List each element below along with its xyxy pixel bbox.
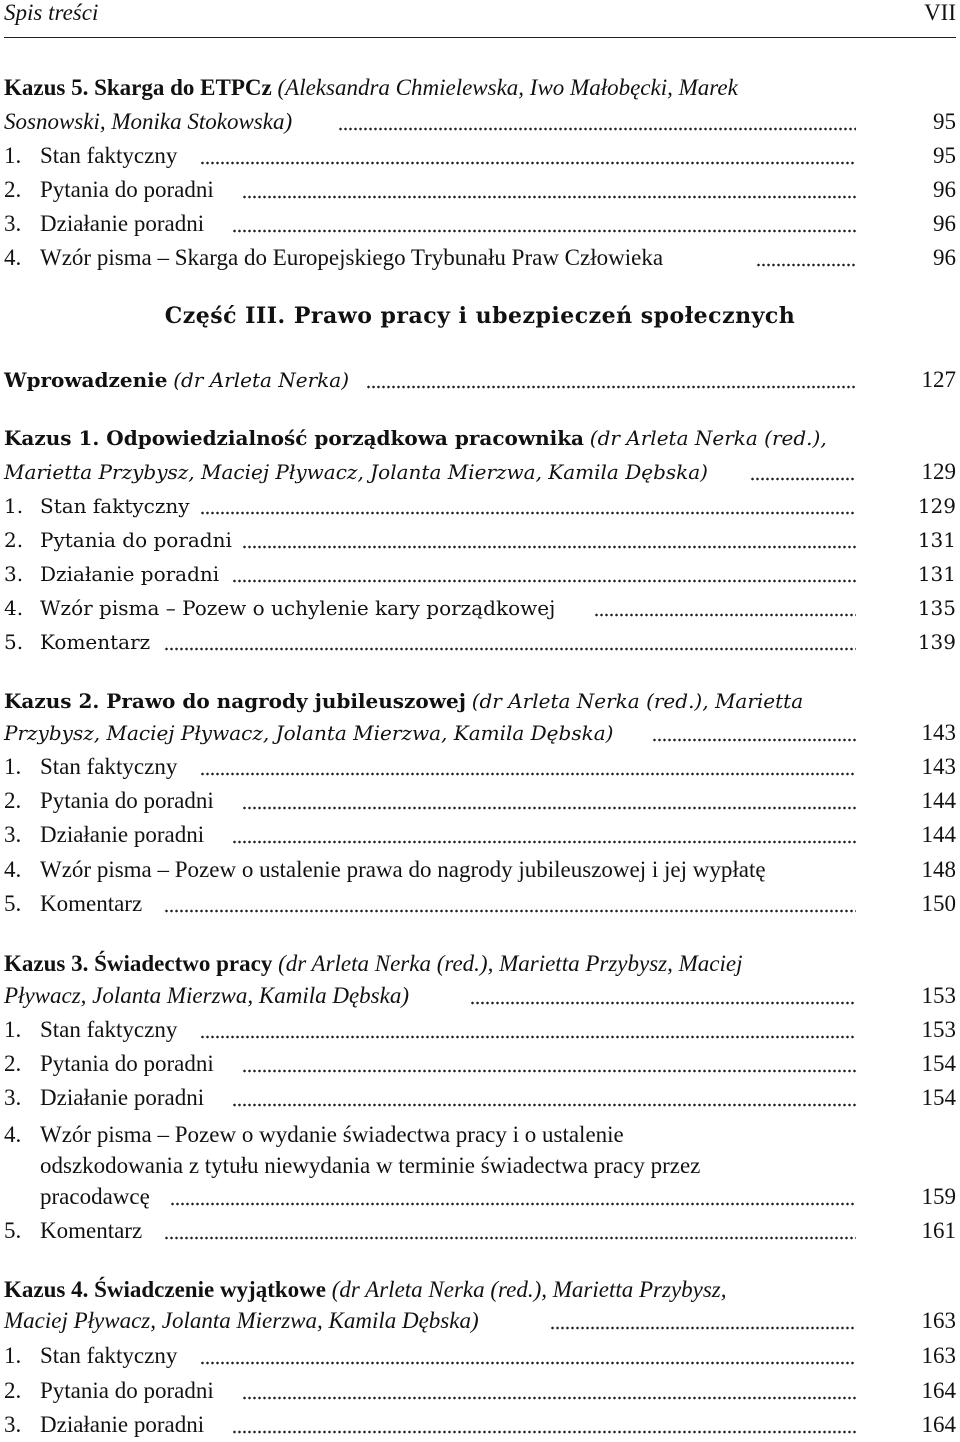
toc-entry[interactable]: Kazus 2. Prawo do nagrody jubileuszowej (dr Arleta Nerka (red.), Marietta	[4, 689, 804, 713]
toc-entry[interactable]: 3. Działanie poradni 131	[4, 562, 956, 586]
toc-entry-cont[interactable]: pracodawcę 159	[40, 1184, 956, 1209]
toc-entry[interactable]: 4. Wzór pisma – Pozew o wydanie świadectwa pracy i o ustalenie	[4, 1122, 624, 1147]
toc-entry[interactable]	[4, 105, 956, 139]
toc-entry[interactable]: Wprowadzenie (dr Arleta Nerka) 127	[4, 367, 956, 392]
toc-entry[interactable]: Kazus 4. Świadczenie wyjątkowe (dr Arleta Nerka (red.), Marietta Przybysz,	[4, 1277, 727, 1302]
part-title: Prawo pracy i ubezpieczeń społecznych	[293, 303, 796, 329]
case-authors: Sosnowski, Monika Stokowska)	[4, 109, 293, 134]
part-heading	[0, 303, 960, 329]
section-title: Spis treści	[4, 0, 99, 25]
toc-entry[interactable]: 2. Pytania do poradni 164	[4, 1378, 956, 1403]
toc-entry-cont: odszkodowania z tytułu niewydania w terminie świadectwa pracy przez	[40, 1153, 701, 1178]
header-rule	[4, 37, 956, 38]
case-title: Kazus 5. Skarga do ETPCz	[4, 75, 272, 100]
toc-entry[interactable]: 3. Działanie poradni 144	[4, 822, 956, 847]
toc-entry[interactable]: 2. Pytania do poradni 144	[4, 788, 956, 813]
toc-entry[interactable]: 1. Stan faktyczny 143	[4, 754, 956, 779]
toc-entry[interactable]: 4. Wzór pisma – Pozew o ustalenie prawa do nagrody jubileuszowej i jej wypłatę 148	[4, 857, 956, 882]
toc-entry[interactable]: 1. Stan faktyczny 153	[4, 1017, 956, 1042]
part-number: Część III.	[164, 303, 286, 329]
toc-entry[interactable]: 4. Wzór pisma – Skarga do Europejskiego Trybunału Praw Człowieka 96	[4, 245, 956, 270]
toc-entry[interactable]: 4. Wzór pisma – Pozew o uchylenie kary porządkowej 135	[4, 596, 956, 620]
entry-page: 95	[933, 109, 956, 134]
toc-entry[interactable]	[4, 71, 956, 105]
toc-entry[interactable]: Kazus 1. Odpowiedzialność porządkowa pracownika (dr Arleta Nerka (red.),	[4, 426, 827, 450]
toc-entry[interactable]: 2. Pytania do poradni 96	[4, 177, 956, 202]
toc-entry[interactable]: 3. Działanie poradni 96	[4, 211, 956, 236]
toc-entry[interactable]: Maciej Pływacz, Jolanta Mierzwa, Kamila Dębska) 163	[4, 1308, 956, 1333]
toc-entry[interactable]: Pływacz, Jolanta Mierzwa, Kamila Dębska) 153	[4, 983, 956, 1008]
toc-entry[interactable]: 5. Komentarz 150	[4, 891, 956, 916]
toc-entry[interactable]: Marietta Przybysz, Maciej Pływacz, Jolanta Mierzwa, Kamila Dębska) 129	[4, 459, 956, 484]
toc-entry[interactable]: 2. Pytania do poradni 154	[4, 1051, 956, 1076]
toc-entry[interactable]: 5. Komentarz 139	[4, 630, 956, 654]
running-head	[4, 0, 956, 30]
toc-entry[interactable]: Kazus 3. Świadectwo pracy (dr Arleta Nerka (red.), Marietta Przybysz, Maciej	[4, 951, 743, 976]
toc-entry[interactable]: 1. Stan faktyczny 95	[4, 143, 956, 168]
toc-entry[interactable]: Przybysz, Maciej Pływacz, Jolanta Mierzwa, Kamila Dębska) 143	[4, 720, 956, 745]
toc-entry[interactable]: 3. Działanie poradni 164	[4, 1412, 956, 1437]
toc-entry[interactable]: 1. Stan faktyczny 129	[4, 494, 956, 518]
toc-entry[interactable]: 3. Działanie poradni 154	[4, 1085, 956, 1110]
page-number: VII	[924, 0, 956, 25]
toc-entry[interactable]: 2. Pytania do poradni 131	[4, 528, 956, 552]
case-authors: (Aleksandra Chmielewska, Iwo Małobęcki, Marek	[277, 75, 738, 100]
toc-entry[interactable]: 1. Stan faktyczny 163	[4, 1343, 956, 1368]
toc-entry[interactable]: 5. Komentarz 161	[4, 1218, 956, 1243]
